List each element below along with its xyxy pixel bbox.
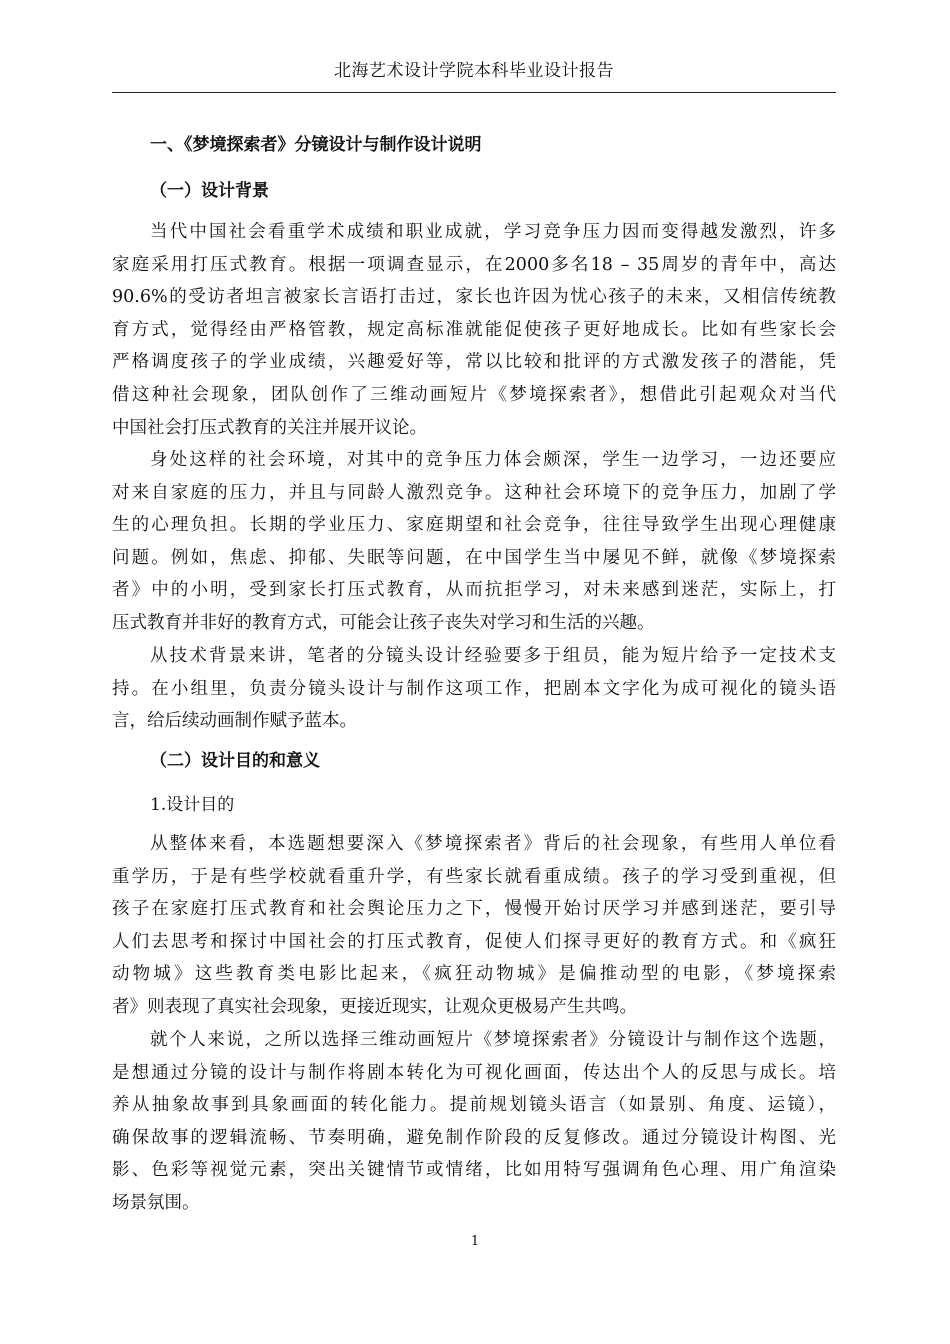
text-line: 养从抽象故事到具象画面的转化能力。提前规划镜头语言（如景别、角度、运镜），	[112, 1095, 836, 1116]
background-paragraph-3	[112, 640, 836, 738]
text-line: 是想通过分镜的设计与制作将剧本转化为可视化画面，传达出个人的反思与成长。培	[112, 1062, 836, 1083]
subsubsection-title-design-purpose: 1.设计目的	[150, 795, 235, 815]
page-header: 北海艺术设计学院本科毕业设计报告	[334, 61, 614, 81]
text-line: 家庭采用打压式教育。根据一项调查显示，在2000多名18 – 35周岁的青年中，高达	[112, 254, 836, 275]
text-line: 严格调度孩子的学业成绩，兴趣爱好等，常以比较和批评的方式激发孩子的潜能，凭	[112, 352, 836, 373]
purpose-paragraph-2	[112, 1024, 836, 1220]
subsection-title-background: （一）设计背景	[150, 181, 269, 201]
text-line: 育方式，觉得经由严格管教，规定高标准就能促使孩子更好地成长。比如有些家长会	[112, 319, 836, 340]
header-rule	[112, 92, 836, 93]
text-line: 对来自家庭的压力，并且与同龄人激烈竞争。这种社会环境下的竞争压力，加剧了学	[112, 482, 836, 503]
text-line: 从技术背景来讲，笔者的分镜头设计经验要多于组员，能为短片给予一定技术支	[150, 646, 836, 666]
text-line: 场景氛围。	[112, 1192, 200, 1213]
text-line: 动物城》这些教育类电影比起来，《疯狂动物城》是偏推动型的电影，《梦境探索	[112, 964, 836, 985]
text-line: 90.6%的受访者坦言被家长言语打击过，家长也许因为忧心孩子的未来，又相信传统教	[112, 287, 836, 308]
text-line: 者》则表现了真实社会现象，更接近现实，让观众更极易产生共鸣。	[112, 996, 637, 1017]
text-line: 从整体来看，本选题想要深入《梦境探索者》背后的社会现象，有些用人单位看	[150, 834, 836, 854]
page-number: 1	[470, 1234, 480, 1249]
text-line: 重学历，于是有些学校就看重升学，有些家长就看重成绩。孩子的学习受到重视，但	[112, 866, 836, 887]
text-line: 身处这样的社会环境，对其中的竞争压力体会颇深，学生一边学习，一边还要应	[150, 450, 836, 470]
text-line: 确保故事的逻辑流畅、节奏明确，避免制作阶段的反复修改。通过分镜设计构图、光	[112, 1127, 836, 1148]
text-line: 孩子在家庭打压式教育和社会舆论压力之下，慢慢开始讨厌学习并感到迷茫，要引导	[112, 899, 836, 920]
text-line: 持。在小组里，负责分镜头设计与制作这项工作，把剧本文字化为成可视化的镜头语	[112, 678, 836, 699]
background-paragraph-1	[112, 216, 836, 444]
text-line: 影、色彩等视觉元素，突出关键情节或情绪，比如用特写强调角色心理、用广角渲染	[112, 1160, 836, 1181]
text-line: 借这种社会现象，团队创作了三维动画短片《梦境探索者》，想借此引起观众对当代	[112, 384, 836, 405]
text-line: 人们去思考和探讨中国社会的打压式教育，促使人们探寻更好的教育方式。和《疯狂	[112, 931, 836, 952]
purpose-paragraph-1	[112, 828, 836, 1024]
text-line: 中国社会打压式教育的关注并展开议论。	[112, 417, 427, 438]
subsection-title-purpose: （二）设计目的和意义	[150, 751, 320, 771]
text-line: 就个人来说，之所以选择三维动画短片《梦境探索者》分镜设计与制作这个选题，	[150, 1030, 836, 1050]
text-line: 生的心理负担。长期的学业压力、家庭期望和社会竞争，往往导致学生出现心理健康	[112, 515, 836, 536]
text-line: 压式教育并非好的教育方式，可能会让孩子丧失对学习和生活的兴趣。	[112, 612, 655, 633]
text-line: 者》中的小明，受到家长打压式教育，从而抗拒学习，对未来感到迷茫，实际上，打	[112, 580, 836, 601]
text-line: 言，给后续动画制作赋予蓝本。	[112, 711, 357, 732]
text-line: 问题。例如，焦虑、抑郁、失眠等问题，在中国学生当中屡见不鲜，就像《梦境探索	[112, 547, 836, 568]
section-title: 一、《梦境探索者》分镜设计与制作设计说明	[150, 135, 482, 155]
text-line: 当代中国社会看重学术成绩和职业成就，学习竞争压力因而变得越发激烈，许多	[150, 222, 836, 242]
background-paragraph-2	[112, 444, 836, 640]
